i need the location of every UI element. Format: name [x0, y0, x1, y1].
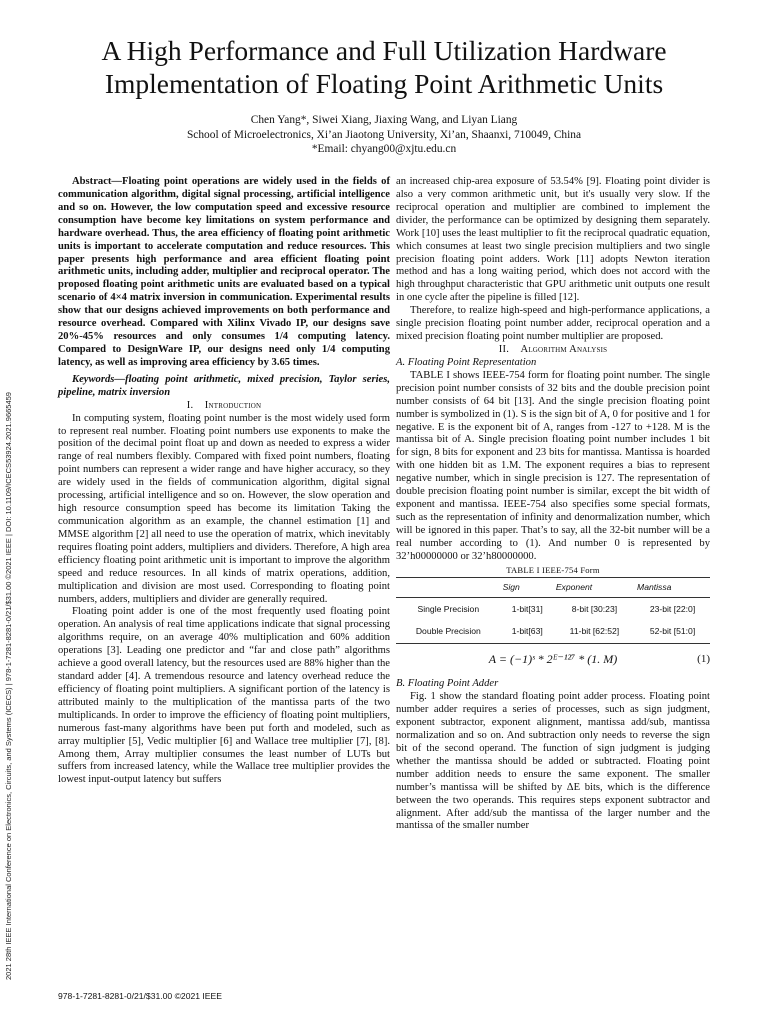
section-heading-introduction — [58, 400, 390, 413]
subsection-heading-a: A. Floating Point Representation — [396, 356, 537, 368]
fp-representation-paragraph: TABLE I shows IEEE-754 form for floating point number. The single precision point number consists of 32 bits and the double precision point number consists of 64 bit [13]. And the single precision floating point number is symbolized in (1). S is the sign bit of A, 0 for positive and 1 for negative. E is the exponent bit of A, ranges from -127 to +128. M is the mantissa bit of A. Single precision floating point number includes 1 bit for sign, 8 bits for exponent and 23 bits for mantissa. Mantissa is hoarded with one hidden bit as 1.M. The exponent requires a bias to represent negative number, which in single precision is 127. The representation of double precision floating point number is similar, except the bit width of exponent and mantissa. IEEE-754 also specifies some special formats, such as the representation of infinity and denormalization number, which will be ignored in this paper. That’s to say, all the 32-bit number will be a real number according to (1). And number 0 is represented by 32’h00000000 or 32’h80000000. — [396, 369, 710, 562]
affiliation: School of Microelectronics, Xi’an Jiaotong University, Xi’an, Shaanxi, 710049, China — [186, 128, 582, 141]
table-cell: Double Precision — [396, 620, 501, 643]
equation-1 — [396, 650, 710, 674]
intro-paragraph-2: Floating point adder is one of the most frequently used floating point operation. An analysis of real time applications indicate that signal processing algorithms require, on an average 40% multiplication and 60% addition operations [3]. Leading one predictor and “far and close path” algorithms achieve a good overall latency, but the resources used are 88% higher than the standard adder [4]. A tremendous resource and latency overhead reduce the efficiency of floating point multipliers. A significant portion of the latency is attributed mainly to the multiplication of the mantissa parts of the two multiplicands. In order to improve the efficiency of floating point multipliers, numerous fast-many algorithms have been put forth and modeled, such as array multiplier [5], Vedic multiplier [6] and Wallace tree multiplier [7], [8]. Among them, Array multiplier consumes the least number of LUTs but suffers from increased latency, while the Wallace tree multiplier provides the lowest input-output latency but suffers — [58, 606, 390, 786]
table-cell: 11-bit [62:52] — [554, 620, 635, 643]
email: *Email: chyang00@xjtu.edu.cn — [311, 143, 457, 155]
equation-number: (1) — [697, 653, 710, 666]
left-column — [58, 176, 390, 787]
table-cell: 1-bit[63] — [501, 620, 554, 643]
intro-paragraph-1: In computing system, floating point number is the most widely used form to represent real number. Floating point numbers use exponents to make the position of the decimal point float up and down as needed to express a wider range of real numbers flexibly. Compared with fixed point numbers, floating point numbers can represent a wider range and have higher accuracy, so they are widely used in the fields of communication algorithm, digital signal processing, artificial intelligence and so on. However, the slow operation and high resource consumption speed has become its limitation Taking the communication algorithm as an example, the channel estimation [1] and MMSE algorithm [2] all need to use the operation of matrix, which inevitably requires floating point adders, multipliers and dividers. Therefore, A high area efficiency floating point arithmetic unit is important to improve the algorithm speed and reduce resources. In all kinds of matrix operations, addition, multiplication and division are most used. Corresponding to floating point numbers, adders, multipliers and divider are generally required. — [58, 412, 390, 605]
subsection-heading-b: B. Floating Point Adder — [396, 678, 499, 690]
author-names: Chen Yang*, Siwei Xiang, Jiaxing Wang, and Liyan Liang — [250, 114, 518, 126]
table-cell: 52-bit [51:0] — [635, 620, 710, 643]
sidebar-citation-text: 2021 28th IEEE International Conference on Electronics, Circuits, and Systems (ICECS) | 978-1-7281-8281-0/21/$31.00 ©2021 IEEE | DOI: 10.1109/ICECS53924.2021.9665459 — [4, 392, 13, 980]
adder-paragraph: Fig. 1 show the standard floating point adder process. Floating point number adder requires a series of processes, such as sign judgment, exponent subtractor, exponent alignment, mantissa add/sub, mantissa normalization and so on. And subtraction only needs to reverse the sign bit of the second operand. The function of sign judgment is judging whether the mantissa should be added or subtracted. Floating point number addition needs to ensure the same exponent. The smaller number’s mantissa will be shifted by ΔE bits, which is the difference between the two operands. This requires steps exponent subtractor and alignment. After add/sub the mantissa of the larger number and the mantissa of the smaller number — [396, 691, 710, 832]
table-header-cell: Exponent — [554, 577, 635, 597]
section-number: II. — [498, 343, 510, 355]
table-cell: Single Precision — [417, 603, 480, 614]
section-title: Introduction — [204, 399, 262, 411]
equation-formula: A = (−1)ˢ * 2ᴱ⁻¹²⁷ * (1. M) — [488, 652, 618, 667]
table-header-cell — [396, 577, 501, 597]
table-header-cell: Mantissa — [635, 577, 710, 597]
ieee-754-table — [396, 577, 710, 645]
section-title: Algorithm Analysis — [520, 343, 608, 355]
footer-copyright: 978-1-7281-8281-0/21/$31.00 ©2021 IEEE — [58, 991, 223, 1001]
table-row — [396, 597, 710, 620]
table-caption: TABLE I IEEE-754 Form — [506, 564, 600, 575]
table-cell: 1-bit[31] — [511, 603, 543, 614]
keywords: Keywords—floating point arithmetic, mixed precision, Taylor series, pipeline, matrix inversion — [58, 373, 390, 398]
section-number: I. — [186, 399, 194, 411]
right-paragraph-1: an increased chip-area exposure of 53.54% [9]. Floating point divider is also a very common arithmetic unit, but it's usually very slow. If the reciprocal operation and multiplier are combined to implement the divider, the performance can be optimized by designing them separately. Work [10] uses the least multiplier to fit the reciprocal quadratic equation, which consumes at least two single precision multipliers and two single precision floating point adders. Work [11] adopts Newton iteration method and has a long waiting period, which does not accord with the high throughput characteristic that GPU arithmetic unit outputs one result in one cycle after the pipeline is filled [12]. — [396, 176, 710, 304]
table-row — [396, 620, 710, 643]
right-paragraph-2: Therefore, to realize high-speed and high-performance applications, a single precision floating point number adder, reciprocal operation and a mixed precision floating point number multiplier are proposed. — [396, 305, 710, 343]
table-header-cell: Sign — [501, 577, 554, 597]
paper-title: A High Performance and Full Utilization Hardware Implementation of Floating Point Arithmetic Units — [101, 35, 667, 99]
section-heading-algorithm — [396, 344, 710, 357]
table-cell: 23-bit [22:0] — [649, 603, 696, 614]
abstract: Abstract—Floating point operations are widely used in the fields of communication algorithm, digital signal processing, artificial intelligence and so on. However, the low computation speed and excessive resource consumption have become key limitations on system performance and hardware overhead. Thus, the area efficiency of floating point arithmetic units is important to accelerate computation and reduce resources. This paper presents high performance and area efficient floating point arithmetic units, including adder, multiplier and reciprocal operator. The proposed floating point arithmetic units are evaluated based on a typical scenario of 4×4 matrix inversion in communication. Experimental results show that our designs achieved improvements on both performance and resource overhead. Compared with Xilinx Vivado IP, our designs save 20%-45% resources and only consumes 1/4 computing latency. Compared to DesignWare IP, our designs need only 1/4 computing latency, as well as improving area efficiency by 3.65 times. — [58, 176, 390, 368]
author-block — [40, 113, 728, 157]
table-cell: 8-bit [30:23] — [571, 603, 618, 614]
right-column — [396, 176, 710, 833]
table-header-row — [396, 577, 710, 597]
